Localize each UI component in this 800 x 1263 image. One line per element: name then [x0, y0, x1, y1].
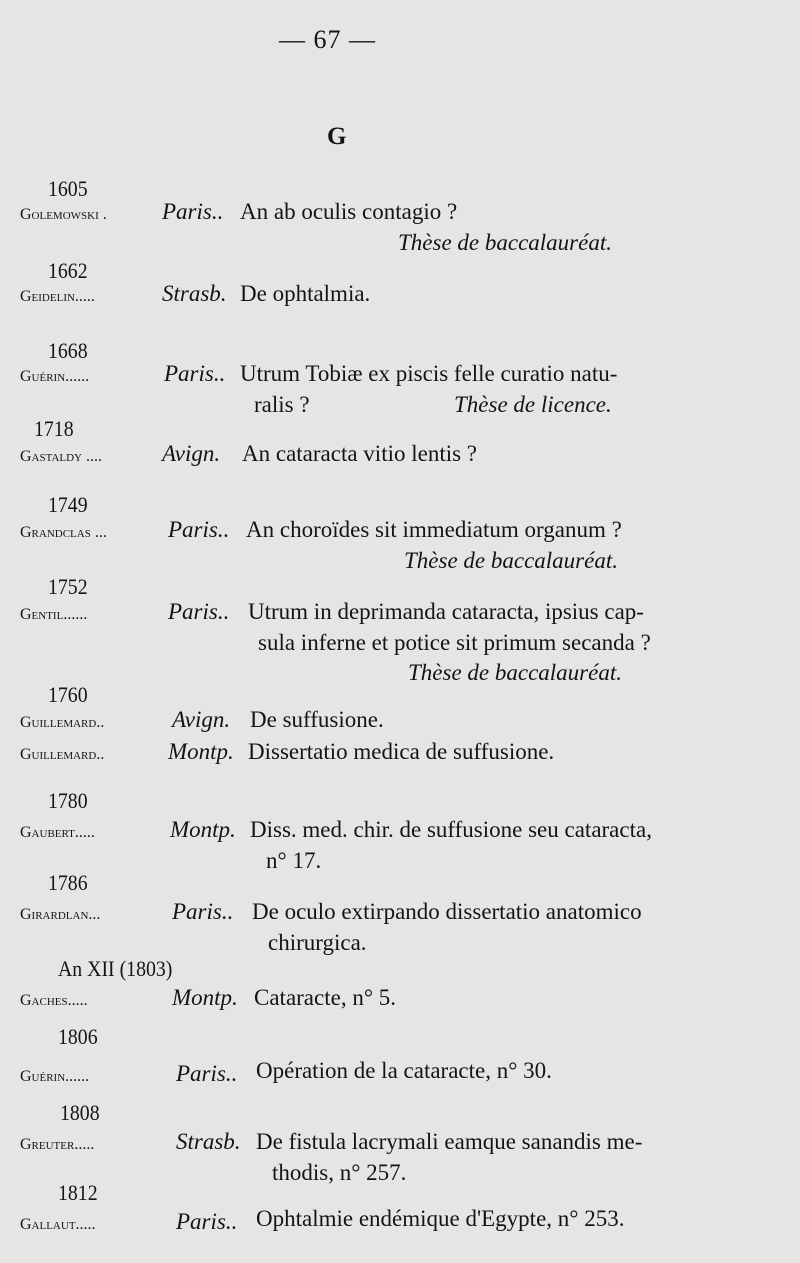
entry-year: 1752	[48, 574, 88, 599]
page-number: — 67 —	[279, 25, 376, 54]
entry-year: 1662	[48, 258, 88, 283]
entry-title-line: Opération de la cataracte, n° 30.	[256, 1058, 552, 1083]
entry-place: Paris..	[168, 517, 230, 542]
entry-author: Geidelin.....	[20, 288, 95, 305]
entry-place: Strasb.	[176, 1129, 241, 1154]
entry-title-line: Utrum Tobiæ ex piscis felle curatio natu-	[240, 361, 618, 386]
entry-year: An XII (1803)	[58, 956, 173, 981]
entry-place: Paris..	[176, 1061, 238, 1086]
entry-year: 1749	[48, 492, 88, 517]
entry-title-line: De fistula lacrymali eamque sanandis me-	[256, 1129, 643, 1154]
entry-author: Guérin......	[20, 368, 90, 385]
entry-title-line: n° 17.	[266, 848, 322, 873]
entry-author: Golemowski .	[20, 206, 107, 223]
entry-author: Gaches.....	[20, 992, 88, 1009]
entry-these: Thèse de baccalauréat.	[398, 230, 612, 255]
entry-place: Avign.	[162, 441, 221, 466]
entry-place: Avign.	[172, 707, 231, 732]
entry-these: Thèse de licence.	[454, 392, 612, 417]
entry-author: Gentil......	[20, 606, 88, 623]
entry-year: 1780	[48, 788, 88, 813]
entry-author: Grandclas ...	[20, 524, 107, 541]
entry-year: 1718	[34, 416, 74, 441]
entry-title-line: Utrum in deprimanda cataracta, ipsius cap-	[248, 599, 644, 624]
entry-title-line: De oculo extirpando dissertatio anatomico	[252, 899, 642, 924]
entry-title-line: Diss. med. chir. de suffusione seu cataracta,	[250, 817, 652, 842]
entry-these: Thèse de baccalauréat.	[404, 548, 618, 573]
entry-year: 1808	[60, 1100, 100, 1125]
entry-these: Thèse de baccalauréat.	[408, 660, 622, 685]
entry-year: 1605	[48, 176, 88, 201]
entry-title-line: chirurgica.	[268, 930, 367, 955]
entry-author: Gastaldy ....	[20, 448, 103, 465]
entry-title-line: Cataracte, n° 5.	[254, 985, 397, 1010]
entry-year: 1760	[48, 682, 88, 707]
entry-title-line: De ophtalmia.	[240, 281, 371, 306]
entry-title-line: De suffusione.	[250, 707, 384, 732]
entry-author: Guillemard..	[20, 714, 105, 731]
entry-place: Montp.	[172, 985, 238, 1010]
entry-author: Greuter.....	[20, 1136, 95, 1153]
entry-author: Guérin......	[20, 1068, 90, 1085]
entry-place: Montp.	[170, 817, 236, 842]
entry-author: Gaubert.....	[20, 824, 95, 841]
entry-title-line: An cataracta vitio lentis ?	[242, 441, 478, 466]
section-letter: G	[327, 123, 347, 150]
entry-year: 1812	[58, 1180, 98, 1205]
entry-title-line: thodis, n° 257.	[272, 1160, 407, 1185]
entry-title-line: ralis ?	[254, 392, 310, 417]
entry-year: 1806	[58, 1024, 98, 1049]
entry-place: Paris..	[162, 199, 224, 224]
entry-title-line: sula inferne et potice sit primum secanda ?	[258, 630, 651, 655]
entry-place: Paris..	[168, 599, 230, 624]
entry-place: Strasb.	[162, 281, 227, 306]
entry-year: 1668	[48, 338, 88, 363]
entry-title-line: Dissertatio medica de suffusione.	[248, 739, 555, 764]
entry-title-line: Ophtalmie endémique d'Egypte, n° 253.	[256, 1206, 625, 1231]
entry-year: 1786	[48, 870, 88, 895]
entry-place: Paris..	[176, 1209, 238, 1234]
entry-author: Gallaut.....	[20, 1216, 96, 1233]
entry-place: Paris..	[172, 899, 234, 924]
entry-author: Guillemard..	[20, 746, 105, 763]
entry-title-line: An choroïdes sit immediatum organum ?	[246, 517, 622, 542]
entry-author: Girardlan...	[20, 906, 101, 923]
entry-place: Montp.	[168, 739, 234, 764]
entry-place: Paris..	[164, 361, 226, 386]
entry-title-line: An ab oculis contagio ?	[240, 199, 458, 224]
